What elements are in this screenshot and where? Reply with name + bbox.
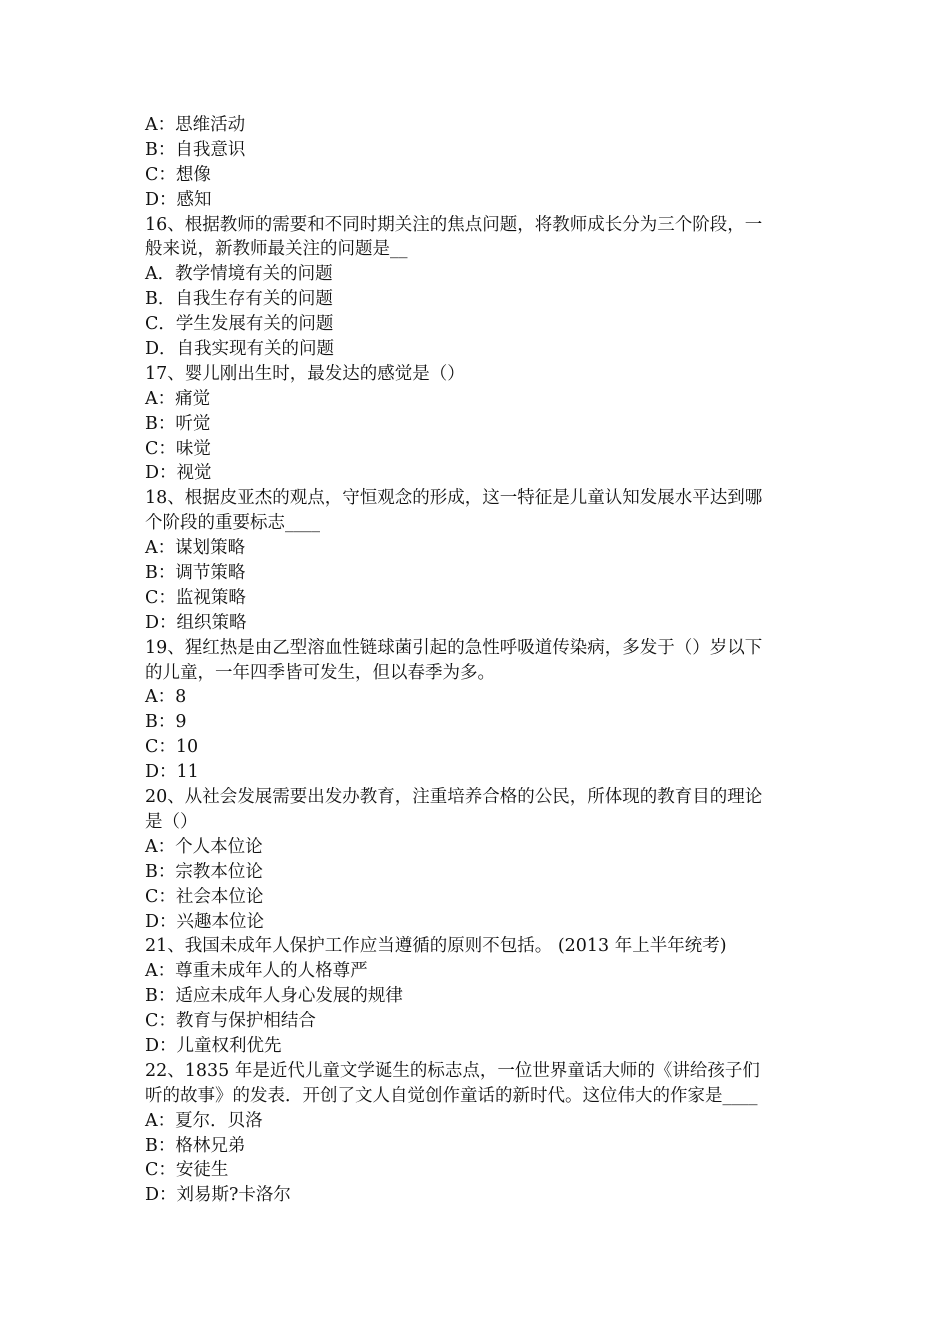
question-21-line: 21、我国未成年人保护工作应当遵循的原则不包括。 (2013 年上半年统考) xyxy=(145,936,727,957)
option-line: B：适应未成年人身心发展的规律 xyxy=(145,986,403,1007)
option-line: A：8 xyxy=(145,687,187,708)
option-line: D．自我实现有关的问题 xyxy=(145,339,335,360)
option-line: D：组织策略 xyxy=(145,612,247,633)
option-line: A．教学情境有关的问题 xyxy=(145,264,333,285)
option-line: D：兴趣本位论 xyxy=(145,911,265,932)
question-19-line-2: 的儿童，一年四季皆可发生，但以春季为多。 xyxy=(145,662,495,683)
option-line: A：痛觉 xyxy=(145,388,211,409)
option-line: D：11 xyxy=(145,762,199,783)
option-line: D：刘易斯?卡洛尔 xyxy=(145,1185,291,1206)
question-18-line-1: 18、根据皮亚杰的观点，守恒观念的形成，这一特征是儿童认知发展水平达到哪 xyxy=(145,488,763,509)
option-line: C：教育与保护相结合 xyxy=(145,1011,316,1032)
option-line: A：谋划策略 xyxy=(145,538,246,559)
option-line: D：视觉 xyxy=(145,463,212,484)
option-line: B：格林兄弟 xyxy=(145,1135,246,1156)
option-line: D：儿童权利优先 xyxy=(145,1035,282,1056)
question-16-line-2: 般来说，新教师最关注的问题是__ xyxy=(145,239,408,260)
option-line: A：思维活动 xyxy=(145,115,246,135)
option-line: C：监视策略 xyxy=(145,587,246,608)
question-19-line-1: 19、猩红热是由乙型溶血性链球菌引起的急性呼吸道传染病，多发于（）岁以下 xyxy=(145,637,763,658)
option-line: D：感知 xyxy=(145,189,212,210)
option-line: B：宗教本位论 xyxy=(145,861,263,882)
option-line: A：尊重未成年人的人格尊严 xyxy=(145,961,368,982)
question-16-line-1: 16、根据教师的需要和不同时期关注的焦点问题，将教师成长分为三个阶段，一 xyxy=(145,214,763,235)
option-line: C：味觉 xyxy=(145,438,211,459)
option-line: A：个人本位论 xyxy=(145,836,263,857)
option-line: C：安徒生 xyxy=(145,1160,229,1181)
question-20-line-2: 是（） xyxy=(145,811,198,832)
option-line: B．自我生存有关的问题 xyxy=(145,289,333,310)
question-22-line-2: 听的故事》的发表．开创了文人自觉创作童话的新时代。这位伟大的作家是____ xyxy=(145,1085,758,1106)
option-line: C：10 xyxy=(145,737,199,758)
option-line: B：9 xyxy=(145,712,187,733)
question-17-line: 17、婴儿刚出生时，最发达的感觉是（） xyxy=(145,363,465,384)
option-line: A：夏尔．贝洛 xyxy=(145,1110,263,1131)
option-line: C：社会本位论 xyxy=(145,886,264,907)
option-line: B：调节策略 xyxy=(145,563,246,584)
question-text-block xyxy=(145,113,810,1208)
question-22-line-1: 22、1835 年是近代儿童文学诞生的标志点，一位世界童话大师的《讲给孩子们 xyxy=(145,1060,760,1081)
option-line: B：听觉 xyxy=(145,413,211,434)
option-line: C：想像 xyxy=(145,164,211,185)
option-line: C．学生发展有关的问题 xyxy=(145,314,334,335)
question-18-line-2: 个阶段的重要标志____ xyxy=(145,513,320,534)
option-line: B：自我意识 xyxy=(145,139,246,160)
question-20-line-1: 20、从社会发展需要出发办教育，注重培养合格的公民，所体现的教育目的理论 xyxy=(145,787,763,808)
